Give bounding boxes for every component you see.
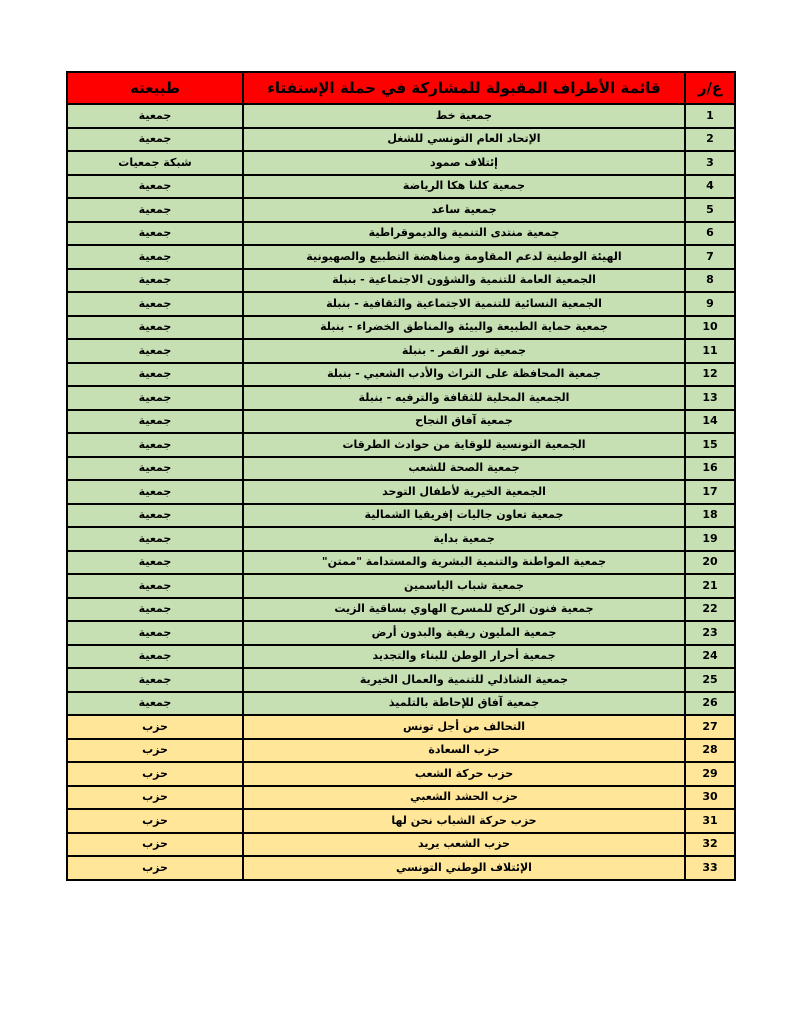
row-name-cell: جمعية المحافظة على التراث والأدب الشعبي - بنبلة	[243, 363, 685, 387]
row-name-cell: الجمعية النسائية للتنمية الاجتماعية والثقافية - بنبلة	[243, 292, 685, 316]
table-body	[67, 104, 735, 880]
row-name-cell: جمعية منتدى التنمية والديموقراطية	[243, 222, 685, 246]
table-row	[67, 292, 735, 316]
table-row	[67, 833, 735, 857]
table-row	[67, 433, 735, 457]
table-row	[67, 269, 735, 293]
row-number-cell: 22	[685, 598, 735, 622]
table-row	[67, 598, 735, 622]
row-type-cell: جمعية	[67, 692, 243, 716]
table-row	[67, 245, 735, 269]
row-type-cell: جمعية	[67, 504, 243, 528]
row-type-cell: حزب	[67, 786, 243, 810]
row-type-cell: حزب	[67, 809, 243, 833]
row-type-cell: جمعية	[67, 316, 243, 340]
row-name-cell: حزب الشعب يريد	[243, 833, 685, 857]
row-name-cell: جمعية شباب الياسمين	[243, 574, 685, 598]
row-type-cell: جمعية	[67, 245, 243, 269]
row-type-cell: جمعية	[67, 198, 243, 222]
row-type-cell: جمعية	[67, 128, 243, 152]
row-type-cell: جمعية	[67, 222, 243, 246]
row-type-cell: جمعية	[67, 292, 243, 316]
row-name-cell: الهيئة الوطنية لدعم المقاومة ومناهضة التطبيع والصهيونية	[243, 245, 685, 269]
row-type-cell: حزب	[67, 715, 243, 739]
row-name-cell: جمعية حماية الطبيعة والبيئة والمناطق الخضراء - بنبلة	[243, 316, 685, 340]
row-number-cell: 31	[685, 809, 735, 833]
row-name-cell: جمعية خط	[243, 104, 685, 128]
row-type-cell: حزب	[67, 762, 243, 786]
table-row	[67, 457, 735, 481]
table-row	[67, 504, 735, 528]
table-row	[67, 104, 735, 128]
row-number-cell: 14	[685, 410, 735, 434]
row-name-cell: الإئتلاف الوطني التونسي	[243, 856, 685, 880]
row-number-cell: 1	[685, 104, 735, 128]
table-row	[67, 645, 735, 669]
row-number-cell: 25	[685, 668, 735, 692]
table-row	[67, 574, 735, 598]
header-type: طبيعته	[67, 72, 243, 104]
table-row	[67, 410, 735, 434]
row-number-cell: 21	[685, 574, 735, 598]
row-number-cell: 29	[685, 762, 735, 786]
row-type-cell: جمعية	[67, 386, 243, 410]
row-number-cell: 30	[685, 786, 735, 810]
row-name-cell: جمعية تعاون جاليات إفريقيا الشمالية	[243, 504, 685, 528]
table-row	[67, 128, 735, 152]
row-type-cell: جمعية	[67, 527, 243, 551]
table-row	[67, 480, 735, 504]
row-name-cell: الجمعية المحلية للثقافة والترفيه - بنبلة	[243, 386, 685, 410]
row-number-cell: 16	[685, 457, 735, 481]
table-row	[67, 809, 735, 833]
row-type-cell: حزب	[67, 833, 243, 857]
row-name-cell: جمعية فنون الركح للمسرح الهاوي بساقية الزيت	[243, 598, 685, 622]
row-number-cell: 12	[685, 363, 735, 387]
row-name-cell: حزب حركة الشباب نحن لها	[243, 809, 685, 833]
row-number-cell: 11	[685, 339, 735, 363]
row-number-cell: 32	[685, 833, 735, 857]
row-type-cell: حزب	[67, 856, 243, 880]
table-row	[67, 151, 735, 175]
row-type-cell: جمعية	[67, 410, 243, 434]
table-row	[67, 316, 735, 340]
row-name-cell: جمعية الصحة للشعب	[243, 457, 685, 481]
table-row	[67, 222, 735, 246]
row-name-cell: الإتحاد العام التونسي للشغل	[243, 128, 685, 152]
row-name-cell: الجمعية التونسية للوقاية من حوادث الطرقات	[243, 433, 685, 457]
table-row	[67, 198, 735, 222]
row-name-cell: الجمعية الخيرية لأطفال التوحد	[243, 480, 685, 504]
row-number-cell: 6	[685, 222, 735, 246]
participants-table	[66, 71, 736, 881]
row-type-cell: حزب	[67, 739, 243, 763]
row-type-cell: جمعية	[67, 480, 243, 504]
row-number-cell: 15	[685, 433, 735, 457]
row-type-cell: جمعية	[67, 363, 243, 387]
row-type-cell: جمعية	[67, 598, 243, 622]
table-row	[67, 363, 735, 387]
row-name-cell: جمعية آفاق النجاح	[243, 410, 685, 434]
row-name-cell: إئتلاف صمود	[243, 151, 685, 175]
row-type-cell: شبكة جمعيات	[67, 151, 243, 175]
row-number-cell: 18	[685, 504, 735, 528]
table-row	[67, 668, 735, 692]
header-number: ع/ر	[685, 72, 735, 104]
table-row	[67, 175, 735, 199]
row-number-cell: 26	[685, 692, 735, 716]
table-header-row	[67, 72, 735, 104]
row-number-cell: 9	[685, 292, 735, 316]
row-number-cell: 4	[685, 175, 735, 199]
row-number-cell: 10	[685, 316, 735, 340]
table-row	[67, 739, 735, 763]
row-type-cell: جمعية	[67, 457, 243, 481]
row-name-cell: حزب الحشد الشعبي	[243, 786, 685, 810]
row-type-cell: جمعية	[67, 621, 243, 645]
table-row	[67, 386, 735, 410]
table-row	[67, 527, 735, 551]
row-number-cell: 20	[685, 551, 735, 575]
row-type-cell: جمعية	[67, 551, 243, 575]
row-number-cell: 24	[685, 645, 735, 669]
row-name-cell: جمعية المليون ريفية والبدون أرض	[243, 621, 685, 645]
row-name-cell: حزب السعادة	[243, 739, 685, 763]
row-type-cell: جمعية	[67, 175, 243, 199]
table-row	[67, 621, 735, 645]
row-name-cell: جمعية نور القمر - بنبلة	[243, 339, 685, 363]
row-name-cell: جمعية المواطنة والتنمية البشرية والمستدامة "ممتن"	[243, 551, 685, 575]
row-name-cell: جمعية آفاق للإحاطة بالتلميذ	[243, 692, 685, 716]
row-type-cell: جمعية	[67, 574, 243, 598]
row-number-cell: 23	[685, 621, 735, 645]
row-number-cell: 7	[685, 245, 735, 269]
row-name-cell: جمعية أحرار الوطن للبناء والتجديد	[243, 645, 685, 669]
row-type-cell: جمعية	[67, 433, 243, 457]
table-row	[67, 856, 735, 880]
row-number-cell: 5	[685, 198, 735, 222]
row-number-cell: 8	[685, 269, 735, 293]
table-row	[67, 551, 735, 575]
row-type-cell: جمعية	[67, 104, 243, 128]
row-number-cell: 2	[685, 128, 735, 152]
row-number-cell: 3	[685, 151, 735, 175]
row-name-cell: التحالف من أجل تونس	[243, 715, 685, 739]
row-name-cell: جمعية الشاذلي للتنمية والعمال الخيرية	[243, 668, 685, 692]
row-number-cell: 28	[685, 739, 735, 763]
row-name-cell: حزب حركة الشعب	[243, 762, 685, 786]
row-number-cell: 19	[685, 527, 735, 551]
row-name-cell: جمعية ساعد	[243, 198, 685, 222]
row-type-cell: جمعية	[67, 269, 243, 293]
row-number-cell: 17	[685, 480, 735, 504]
table-row	[67, 692, 735, 716]
row-type-cell: جمعية	[67, 645, 243, 669]
row-type-cell: جمعية	[67, 668, 243, 692]
row-number-cell: 27	[685, 715, 735, 739]
table-row	[67, 786, 735, 810]
table-row	[67, 339, 735, 363]
table-row	[67, 762, 735, 786]
row-name-cell: الجمعية العامة للتنمية والشؤون الاجتماعية - بنبلة	[243, 269, 685, 293]
row-number-cell: 33	[685, 856, 735, 880]
row-number-cell: 13	[685, 386, 735, 410]
header-name: قائمة الأطراف المقبولة للمشاركة في حملة الإستفتاء	[243, 72, 685, 104]
row-type-cell: جمعية	[67, 339, 243, 363]
row-name-cell: جمعية كلنا هكا الرياضة	[243, 175, 685, 199]
table-row	[67, 715, 735, 739]
row-name-cell: جمعية بداية	[243, 527, 685, 551]
